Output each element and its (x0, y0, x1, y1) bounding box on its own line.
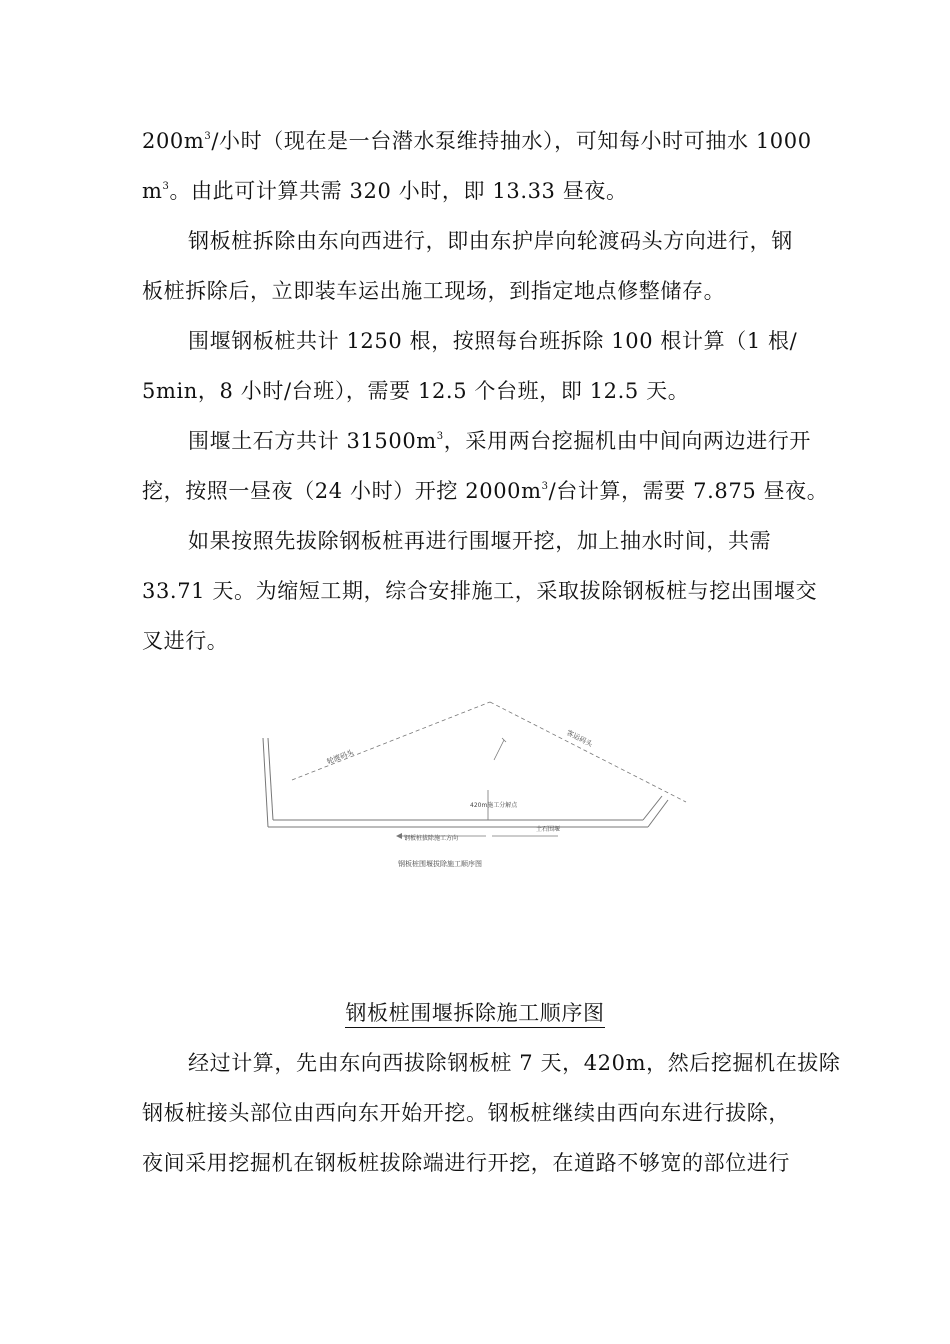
paragraph-pile-count (142, 316, 808, 416)
text-line: 如果按照先拔除钢板桩再进行围堰开挖，加上抽水时间，共需 (188, 529, 772, 553)
label-pile-direction: 钢板桩拔除施工方向 (404, 835, 459, 842)
figure-inner-caption: 钢板桩围堰拔除施工顺序图 (398, 860, 482, 868)
label-right-dock: 客运码头 (565, 728, 594, 749)
text-line: 33.71 天。为缩短工期，综合安排施工，采取拔除钢板桩与挖出围堰交 (142, 579, 818, 603)
paragraph-pile-removal-direction (142, 216, 808, 316)
text-line: $200m^3/$小时（现在是一台潜水泵维持抽水），可知每小时可抽水 1000 (142, 129, 812, 153)
paragraph-earthwork (142, 416, 829, 516)
pile-direction-arrowhead (396, 833, 402, 839)
paragraph-calculation (142, 1038, 841, 1188)
label-left-dock: 轮渡码头 (325, 748, 355, 766)
text-line: $m^3$。由此可计算共需 320 小时，即 13.33 昼夜。 (142, 179, 628, 203)
construction-sequence-diagram (258, 690, 698, 880)
right-wall-line-inner (643, 796, 662, 820)
text-line: 围堰钢板桩共计 1250 根，按照每台班拆除 100 根计算（1 根/ (188, 329, 798, 353)
text-line: 夜间采用挖掘机在钢板桩拔除端进行开挖，在道路不够宽的部位进行 (142, 1151, 790, 1175)
text-line: 经过计算，先由东向西拔除钢板桩 7 天，420m，然后挖掘机在拔除 (188, 1051, 841, 1075)
label-split-point: 420m施工分解点 (470, 802, 518, 809)
dashed-right-edge (490, 702, 686, 802)
right-wall-line (648, 800, 668, 827)
paragraph-pumping-time (142, 116, 812, 216)
text-line: 叉进行。 (142, 629, 229, 653)
paragraph-schedule (142, 516, 818, 666)
text-line: 板桩拆除后，立即装车运出施工现场，到指定地点修整储存。 (142, 279, 726, 303)
dashed-left-edge (292, 702, 490, 780)
text-line: 钢板桩拆除由东向西进行，即由东护岸向轮渡码头方向进行，钢 (188, 229, 793, 253)
left-wall-line-inner (268, 738, 273, 820)
split-point-arrow-head (502, 738, 506, 742)
label-earth-dike: 土石围堰 (536, 826, 561, 833)
text-line: 挖，按照一昼夜（24 小时）开挖 $2000m^3/$台计算，需要 7.875 昼夜。 (142, 479, 829, 503)
left-wall-line (263, 738, 268, 827)
split-point-arrow (494, 740, 504, 760)
text-line: 5min，8 小时/台班），需要 12.5 个台班，即 12.5 天。 (142, 379, 690, 403)
text-line: 围堰土石方共计 $31500m^3$，采用两台挖掘机由中间向两边进行开 (188, 429, 811, 453)
text-line: 钢板桩接头部位由西向东开始开挖。钢板桩继续由西向东进行拔除， (142, 1101, 790, 1125)
figure-caption: 钢板桩围堰拆除施工顺序图 (0, 996, 950, 1030)
